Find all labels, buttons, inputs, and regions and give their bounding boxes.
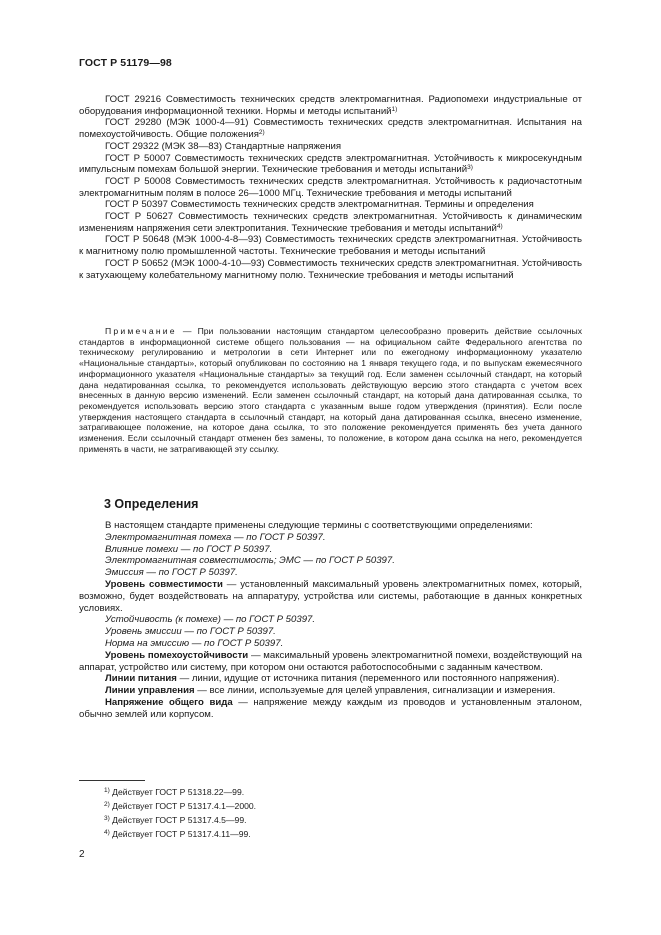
reference-item: ГОСТ Р 50008 Совместимость технических средств электромагнитная. Устойчивость к радиочастотным электромагнитным полям в полосе 26—1000 МГц. Технические требования и методы испытаний [79, 175, 582, 199]
reference-item: ГОСТ Р 50397 Совместимость технических средств электромагнитная. Термины и определения [105, 199, 534, 211]
definition-ref: Эмиссия — по ГОСТ Р 50397. [105, 567, 238, 579]
definition-ref: Устойчивость (к помехе) — по ГОСТ Р 50397. [105, 614, 316, 626]
definition-ref: Норма на эмиссию — по ГОСТ Р 50397. [105, 637, 284, 649]
reference-item: ГОСТ 29216 Совместимость технических средств электромагнитная. Радиопомехи индустриальные от оборудования информационной техники. Нормы и методы испытаний$^{1)}$ [79, 94, 582, 117]
definition-term: Уровень помехоустойчивости [105, 649, 249, 661]
definition-item: Линии управления — все линии, используемые для целей управления, сигнализации и измерения. [105, 685, 556, 697]
normative-references [79, 94, 582, 281]
reference-item: ГОСТ 29322 (МЭК 38—83) Стандартные напряжения [105, 140, 342, 152]
page-number: 2 [79, 849, 85, 860]
definitions-intro: В настоящем стандарте применены следующие термины с соответствующими определениями: [105, 520, 533, 531]
reference-item: ГОСТ Р 50652 (МЭК 1000-4-10—93) Совместимость технических средств электромагнитная. Устойчивость к затухающему колебательному магнитному полю. Технические требования и методы испытаний [79, 257, 582, 281]
footnotes [104, 785, 256, 841]
reference-item: ГОСТ Р 50007 Совместимость технических средств электромагнитная. Устойчивость к микросекундным импульсным помехам большой энергии. Технические требования и методы испытаний$^{3)}$ [79, 152, 582, 176]
note-label: Примечание [105, 326, 177, 336]
footnote-item: $^{2)}$ Действует ГОСТ Р 51317.4.1—2000. [104, 801, 257, 811]
reference-item: ГОСТ Р 50648 (МЭК 1000-4-8—93) Совместимость технических средств электромагнитная. Устойчивость к магнитному полю промышленной частоты. Технические требования и методы испытаний [79, 234, 582, 258]
definition-item: Уровень совместимости — установленный максимальный уровень электромагнитных помех, который, возможно, будет воздействовать на аппаратуру, устройства или системы, работающие в данных конкретных условиях. [79, 578, 582, 614]
definition-term: Линии питания [105, 673, 177, 685]
footnote-divider [79, 780, 145, 781]
definition-ref: Электромагнитная совместимость; ЭМС — по ГОСТ Р 50397. [105, 555, 395, 567]
note-block [79, 326, 582, 454]
section-heading: 3 Определения [104, 497, 199, 511]
definition-item: Напряжение общего вида — напряжение между каждым из проводов и установленным эталоном, обычно землей или корпусом. [79, 696, 582, 720]
definition-term: Линии управления [105, 685, 195, 697]
definition-ref: Влияние помехи — по ГОСТ Р 50397. [105, 543, 273, 555]
document-header: ГОСТ Р 51179—98 [79, 57, 172, 69]
definition-term: Уровень совместимости [105, 578, 223, 590]
reference-item: ГОСТ Р 50627 Совместимость технических средств электромагнитная. Устойчивость к динамическим изменениям напряжения сети электропитания. Технические требования и методы испытаний$^{4)}$ [79, 211, 582, 234]
definition-ref: Уровень эмиссии — по ГОСТ Р 50397. [105, 626, 276, 638]
definition-ref: Электромагнитная помеха — по ГОСТ Р 50397. [105, 531, 326, 543]
footnote-item: $^{1)}$ Действует ГОСТ Р 51318.22—99. [104, 787, 245, 797]
footnote-item: $^{4)}$ Действует ГОСТ Р 51317.4.11—99. [104, 829, 251, 839]
reference-item: ГОСТ 29280 (МЭК 1000-4—91) Совместимость технических средств электромагнитная. Испытания на помехоустойчивость. Общие положения$^{2)}$ [79, 117, 582, 141]
definition-term: Напряжение общего вида [105, 696, 233, 708]
definition-item: Уровень помехоустойчивости — максимальный уровень электромагнитной помехи, воздействующий на аппарат, устройство или систему, при котором они остаются работоспособными с заданным качеством. [79, 649, 582, 673]
footnote-item: $^{3)}$ Действует ГОСТ Р 51317.4.5—99. [104, 815, 247, 825]
definitions [79, 520, 582, 721]
definition-item: Линии питания — линии, идущие от источника питания (переменного или постоянного напряжения). [105, 673, 560, 685]
note-text: — При пользовании настоящим стандартом целесообразно проверить действие ссылочных стандартов в информационной системе общего пользования — на официальном сайте Федерального агентства по техническому регулированию и метрологии в сети Интернет или по ежегодному информационному указателю «Национальные стандарты», который опубликован по состоянию на 1 января текущего года, и по выпускам ежемесячного информационного указателя «Национальные стандарты» за текущий год. Если заменен ссылочный стандарт, на который дана недатированная ссылка, то рекомендуется использовать действующую версию этого стандарта с учетом всех внесенных в данную версию изменений. Если заменен ссылочный стандарт, на который дана датированная ссылка, то рекомендуется использовать версию этого стандарта с указанным выше годом утверждения (принятия). Если после утверждения настоящего стандарта в ссылочный стандарт, на который дана датированная ссылка, внесено изменение, затрагивающее положение, на которое дана ссылка, то это положение рекомендуется применять без учета данного изменения. Если ссылочный стандарт отменен без замены, то положение, в котором дана ссылка на него, рекомендуется применять в части, не затрагивающей эту ссылку. [79, 326, 582, 454]
